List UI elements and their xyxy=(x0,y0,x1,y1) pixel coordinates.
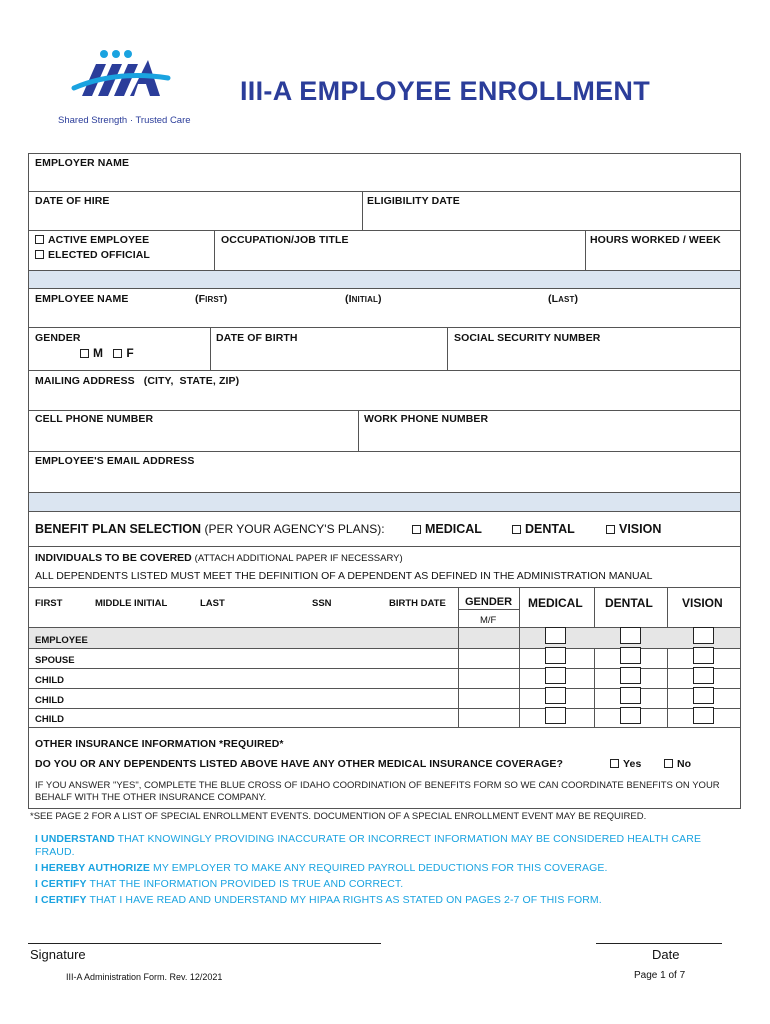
dental-checkbox-spouse[interactable] xyxy=(620,647,641,664)
other-insurance-no[interactable]: No xyxy=(664,758,691,770)
section-divider xyxy=(28,270,741,289)
col-middle-initial: MIDDLE INITIAL xyxy=(95,598,168,609)
medical-checkbox-spouse[interactable] xyxy=(545,647,566,664)
date-line[interactable] xyxy=(596,943,722,944)
checkbox-icon[interactable] xyxy=(80,349,89,358)
logo xyxy=(56,48,176,108)
table-row xyxy=(29,628,458,648)
checkbox-icon[interactable] xyxy=(113,349,122,358)
medical-checkbox-child-3[interactable] xyxy=(545,707,566,724)
benefit-selection-label: BENEFIT PLAN SELECTION (PER YOUR AGENCY'S PLANS): xyxy=(35,522,385,536)
medical-option[interactable]: MEDICAL xyxy=(412,522,482,536)
ssn-field[interactable]: SOCIAL SECURITY NUMBER xyxy=(454,332,601,344)
row-child-2[interactable]: CHILD xyxy=(35,695,65,706)
gender-f-option[interactable]: F xyxy=(113,346,133,360)
col-birth-date: BIRTH DATE xyxy=(389,598,446,609)
occupation-field[interactable]: OCCUPATION/JOB TITLE xyxy=(221,234,349,246)
col-vision: VISION xyxy=(682,596,723,610)
dental-option[interactable]: DENTAL xyxy=(512,522,575,536)
attest-authorize: I HEREBY AUTHORIZE MY EMPLOYER TO MAKE ANY REQUIRED PAYROLL DEDUCTIONS FOR THIS COVERAGE. xyxy=(35,862,608,874)
page-number: Page 1 of 7 xyxy=(634,970,686,981)
row-spouse[interactable]: SPOUSE xyxy=(35,655,75,666)
date-of-hire-field[interactable]: DATE OF HIRE xyxy=(35,195,110,207)
date-label: Date xyxy=(652,947,680,962)
vision-checkbox-employee[interactable] xyxy=(693,627,714,644)
employer-name-field[interactable]: EMPLOYER NAME xyxy=(35,157,130,169)
first-name-hint: (FIRST) xyxy=(195,293,228,305)
medical-checkbox-child-1[interactable] xyxy=(545,667,566,684)
hours-worked-field[interactable]: HOURS WORKED / WEEK xyxy=(590,234,721,246)
other-insurance-question: DO YOU OR ANY DEPENDENTS LISTED ABOVE HAVE ANY OTHER MEDICAL INSURANCE COVERAGE? xyxy=(35,758,564,770)
coordination-note: IF YOU ANSWER "YES", COMPLETE THE BLUE CROSS OF IDAHO COORDINATION OF BENEFITS FORM SO WE CAN COORDINATE BENEFITS ON YOUR BEHALF WITH THE OTHER INSURANCE COMPANY. xyxy=(35,780,720,803)
vision-checkbox-child-2[interactable] xyxy=(693,687,714,704)
gender-options xyxy=(80,346,134,360)
vision-checkbox-child-3[interactable] xyxy=(693,707,714,724)
checkbox-icon[interactable] xyxy=(35,250,44,259)
cell-phone-field[interactable]: CELL PHONE NUMBER xyxy=(35,413,154,425)
dependent-note: ALL DEPENDENTS LISTED MUST MEET THE DEFINITION OF A DEPENDENT AS DEFINED IN THE ADMINISTRATION MANUAL xyxy=(35,570,653,582)
col-gender: GENDER xyxy=(465,596,513,608)
date-of-birth-field[interactable]: DATE OF BIRTH xyxy=(216,332,298,344)
row-employee[interactable]: EMPLOYEE xyxy=(35,635,88,646)
col-dental: DENTAL xyxy=(605,596,653,610)
row-child-1[interactable]: CHILD xyxy=(35,675,65,686)
col-ssn: SSN xyxy=(312,598,332,609)
last-name-hint: (LAST) xyxy=(548,293,579,305)
dental-checkbox-child-3[interactable] xyxy=(620,707,641,724)
gender-m-option[interactable]: M xyxy=(80,346,103,360)
vision-checkbox-spouse[interactable] xyxy=(693,647,714,664)
email-field[interactable]: EMPLOYEE'S EMAIL ADDRESS xyxy=(35,455,195,467)
page-title: III-A EMPLOYEE ENROLLMENT xyxy=(240,76,651,106)
signature-line[interactable] xyxy=(28,943,381,944)
signature-label: Signature xyxy=(30,947,86,962)
checkbox-icon[interactable] xyxy=(610,759,619,768)
row-child-3[interactable]: CHILD xyxy=(35,714,65,725)
logo-mark-icon xyxy=(56,48,176,108)
elected-official-option[interactable]: ELECTED OFFICIAL xyxy=(35,249,150,261)
gender-label: GENDER xyxy=(35,332,81,344)
special-enrollment-notice: *SEE PAGE 2 FOR A LIST OF SPECIAL ENROLLMENT EVENTS. DOCUMENTION OF A SPECIAL ENROLLMENT EVENT MAY BE REQUIRED. xyxy=(30,811,647,822)
col-last: LAST xyxy=(200,598,225,609)
dental-checkbox-child-2[interactable] xyxy=(620,687,641,704)
checkbox-icon[interactable] xyxy=(35,235,44,244)
mailing-address-field[interactable]: MAILING ADDRESS (CITY, STATE, ZIP) xyxy=(35,375,240,387)
section-divider xyxy=(28,492,741,512)
tagline: Shared Strength · Trusted Care xyxy=(58,115,191,126)
other-insurance-heading: OTHER INSURANCE INFORMATION *REQUIRED* xyxy=(35,738,284,750)
medical-checkbox-employee[interactable] xyxy=(545,627,566,644)
medical-checkbox-child-2[interactable] xyxy=(545,687,566,704)
checkbox-icon[interactable] xyxy=(512,525,521,534)
vision-option[interactable]: VISION xyxy=(606,522,661,536)
employee-name-field[interactable]: EMPLOYEE NAME xyxy=(35,293,129,305)
dental-checkbox-child-1[interactable] xyxy=(620,667,641,684)
other-insurance-yes[interactable]: Yes xyxy=(610,758,641,770)
attest-certify-hipaa: I CERTIFY THAT I HAVE READ AND UNDERSTAND MY HIPAA RIGHTS AS STATED ON PAGES 2-7 OF THIS FORM. xyxy=(35,894,602,906)
active-employee-option[interactable]: ACTIVE EMPLOYEE xyxy=(35,234,149,246)
initial-hint: (INITIAL) xyxy=(345,293,382,305)
col-gender-sub: M/F xyxy=(480,615,497,626)
form-revision: III-A Administration Form. Rev. 12/2021 xyxy=(66,972,223,982)
dental-checkbox-employee[interactable] xyxy=(620,627,641,644)
attest-understand: I UNDERSTAND THAT KNOWINGLY PROVIDING INACCURATE OR INCORRECT INFORMATION MAY BE CONSIDERED HEALTH CARE FRAUD. xyxy=(35,833,702,858)
checkbox-icon[interactable] xyxy=(412,525,421,534)
col-first: FIRST xyxy=(35,598,63,609)
checkbox-icon[interactable] xyxy=(664,759,673,768)
vision-checkbox-child-1[interactable] xyxy=(693,667,714,684)
covered-heading: INDIVIDUALS TO BE COVERED (ATTACH ADDITIONAL PAPER IF NECESSARY) xyxy=(35,552,403,564)
attest-certify-true: I CERTIFY THAT THE INFORMATION PROVIDED IS TRUE AND CORRECT. xyxy=(35,878,404,890)
col-medical: MEDICAL xyxy=(528,596,583,610)
work-phone-field[interactable]: WORK PHONE NUMBER xyxy=(364,413,489,425)
eligibility-date-field[interactable]: ELIGIBILITY DATE xyxy=(367,195,460,207)
checkbox-icon[interactable] xyxy=(606,525,615,534)
